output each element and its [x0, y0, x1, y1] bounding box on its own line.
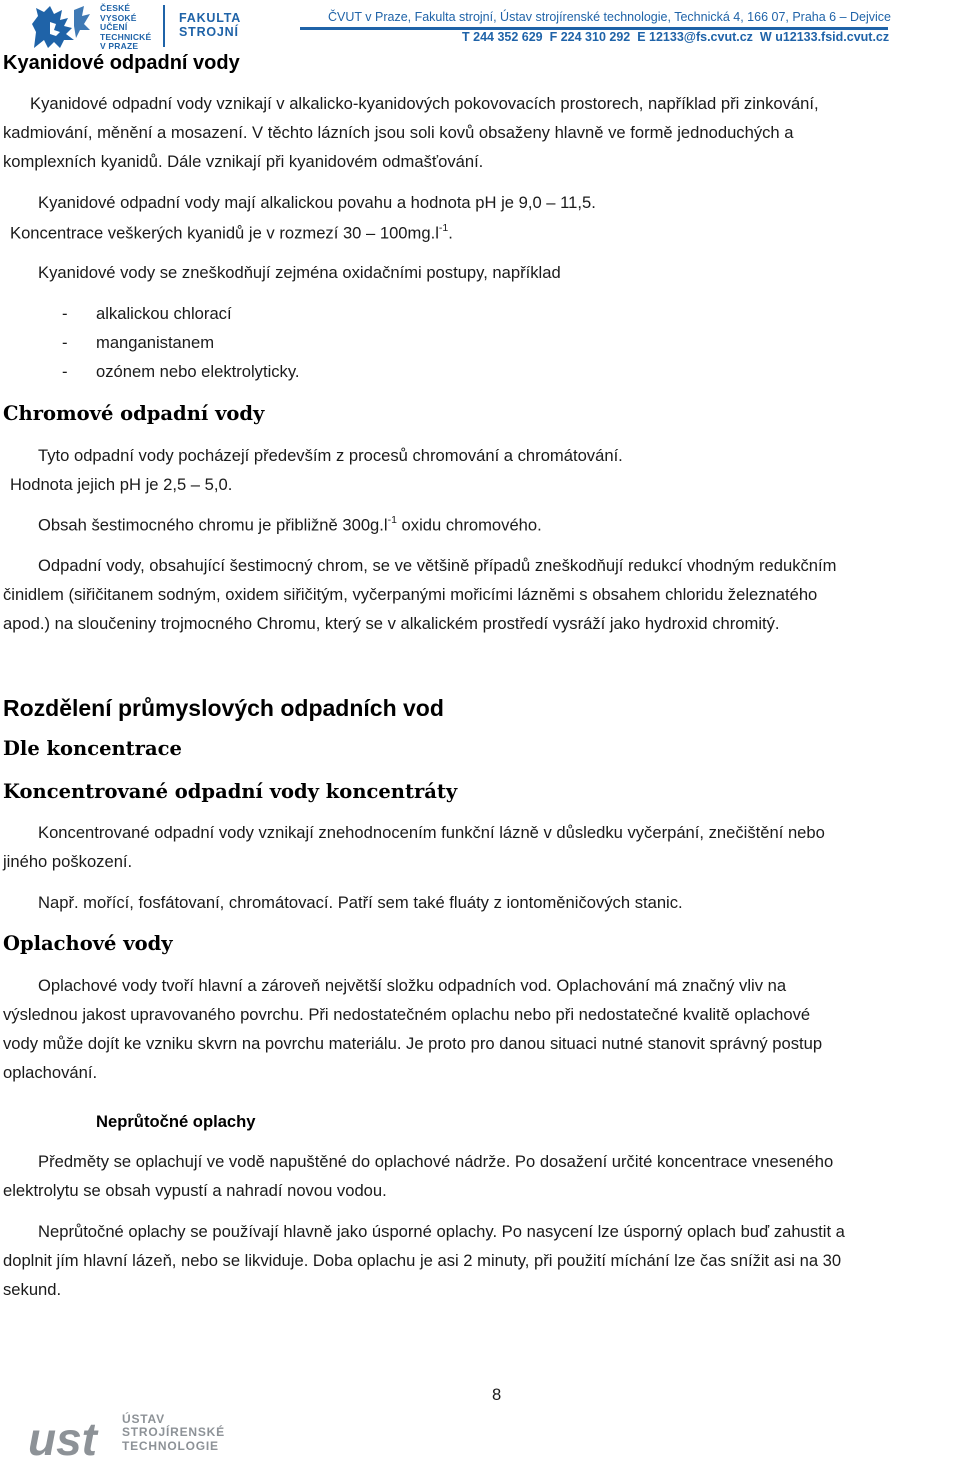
list-item: - [62, 304, 68, 323]
paragraph-line: jiného poškození. [3, 852, 133, 871]
paragraph-line: činidlem (siřičitanem sodným, oxidem siřičitým, vyčerpanými mořicími lázněmi s obsahem chloridu železnatého [3, 585, 818, 604]
paragraph-line: Koncentrované odpadní vody vznikají znehodnocením funkční lázně v důsledku vyčerpání, znečištění nebo [38, 823, 825, 842]
subsection-title: Dle koncentrace [3, 737, 182, 760]
section-title-chrome: Chromové odpadní vody [3, 402, 265, 425]
section-title-division: Rozdělení průmyslových odpadních vod [3, 695, 444, 721]
cvut-lion-logo-icon [30, 2, 94, 52]
paragraph-line: elektrolytu se obsah vypustí a nahradí novou vodou. [3, 1181, 387, 1200]
paragraph-line: doplnit jím hlavní lázeň, nebo se likviduje. Doba oplachu je asi 2 minuty, při použití míchání lze čas snížit asi na 30 [3, 1251, 842, 1270]
paragraph-line: Předměty se oplachují ve vodě napuštěné do oplachové nádrže. Po dosažení určité koncentrace vneseného [38, 1152, 834, 1171]
list-item-text: alkalickou chlorací [96, 304, 232, 323]
list-item: - [62, 362, 68, 381]
university-name: ČESKÉ VYSOKÉ UČENÍ TECHNICKÉ V PRAZE [100, 3, 152, 52]
paragraph-line: Neprůtočné oplachy se používají hlavně jako úsporné oplachy. Po nasycení lze úsporný oplach buď zahustit a [38, 1222, 845, 1241]
paragraph-line: Kyanidové odpadní vody mají alkalickou povahu a hodnota pH je 9,0 – 11,5. [38, 193, 596, 212]
subsection-title: Oplachové vody [3, 932, 173, 955]
header-address: ČVUT v Praze, Fakulta strojní, Ústav strojírenské technologie, Technická 4, 166 07, Praha 6 – Dejvice [328, 10, 892, 24]
paragraph-line: Hodnota jejich pH je 2,5 – 5,0. [10, 475, 233, 494]
phone-number: 244 352 629 [473, 30, 543, 44]
header-divider [163, 5, 165, 47]
faculty-name: FAKULTA STROJNÍ [179, 11, 242, 39]
paragraph-line: Koncentrace veškerých kyanidů je v rozmezí $30 - 100mg.l^{-1}$. [10, 222, 453, 243]
svg-text:ust: ust [28, 1413, 97, 1463]
web-link[interactable]: u12133.fsid.cvut.cz [775, 30, 890, 44]
paragraph-line: oplachování. [3, 1063, 98, 1082]
paragraph-line: Např. mořící, fosfátovaní, chromátovací. Patří sem také fluáty z iontoměničových stanic. [38, 893, 683, 912]
paragraph-line: apod.) na sloučeniny trojmocného Chromu, který se v alkalickém prostředí vysráží jako hydroxid chromitý. [3, 614, 780, 633]
section-title-cyanide: Kyanidové odpadní vody [3, 52, 240, 74]
paragraph-line: sekund. [3, 1280, 62, 1299]
paragraph-line: komplexních kyanidů. Dále vznikají při kyanidovém odmašťování. [3, 152, 484, 171]
list-item: - [62, 333, 68, 352]
paragraph-line: výslednou jakost upravovaného povrchu. Při nedostatečném oplachu nebo při nedostatečné kvalitě oplachové [3, 1005, 811, 1024]
paragraph-line: Obsah šestimocného chromu je přibližně $300g.l^{-1}$ oxidu chromového. [38, 514, 542, 535]
paragraph-line: Oplachové vody tvoří hlavní a zároveň největší složku odpadních vod. Oplachování má značný vliv na [38, 976, 787, 995]
list-item-text: ozónem nebo elektrolyticky. [96, 362, 300, 381]
email-link[interactable]: 12133@fs.cvut.cz [649, 30, 753, 44]
ust-logo-icon [28, 1407, 118, 1463]
list-item-text: manganistanem [96, 333, 215, 352]
paragraph-line: Kyanidové odpadní vody vznikají v alkalicko-kyanidových pokovovacích prostorech, například při zinkování, [30, 94, 819, 113]
header-contact: T 244 352 629 F 224 310 292 E 12133@fs.cvut.cz W u12133.fsid.cvut.cz [462, 30, 890, 44]
ust-logo-text: ÚSTAV STROJÍRENSKÉ TECHNOLOGIE [122, 1412, 225, 1453]
paragraph-line: vody může dojít ke vzniku skvrn na povrchu materiálu. Je proto pro danou situaci nutné stanovit správný postup [3, 1034, 823, 1053]
page-number: 8 [492, 1385, 502, 1404]
paragraph-line: Kyanidové vody se zneškodňují zejména oxidačními postupy, například [38, 263, 561, 282]
subsection-title: Koncentrované odpadní vody koncentráty [3, 780, 458, 803]
fax-number: 224 310 292 [560, 30, 631, 44]
paragraph-line: Tyto odpadní vody pocházejí především z procesů chromování a chromátování. [38, 446, 623, 465]
paragraph-line: kadmiování, měnění a mosazení. V těchto lázních jsou soli kovů obsaženy hlavně ve formě jednoduchých a [3, 123, 794, 142]
subsection-title: Neprůtočné oplachy [96, 1112, 256, 1131]
paragraph-line: Odpadní vody, obsahující šestimocný chrom, se ve většině případů zneškodňují redukcí vhodným redukčním [38, 556, 837, 575]
